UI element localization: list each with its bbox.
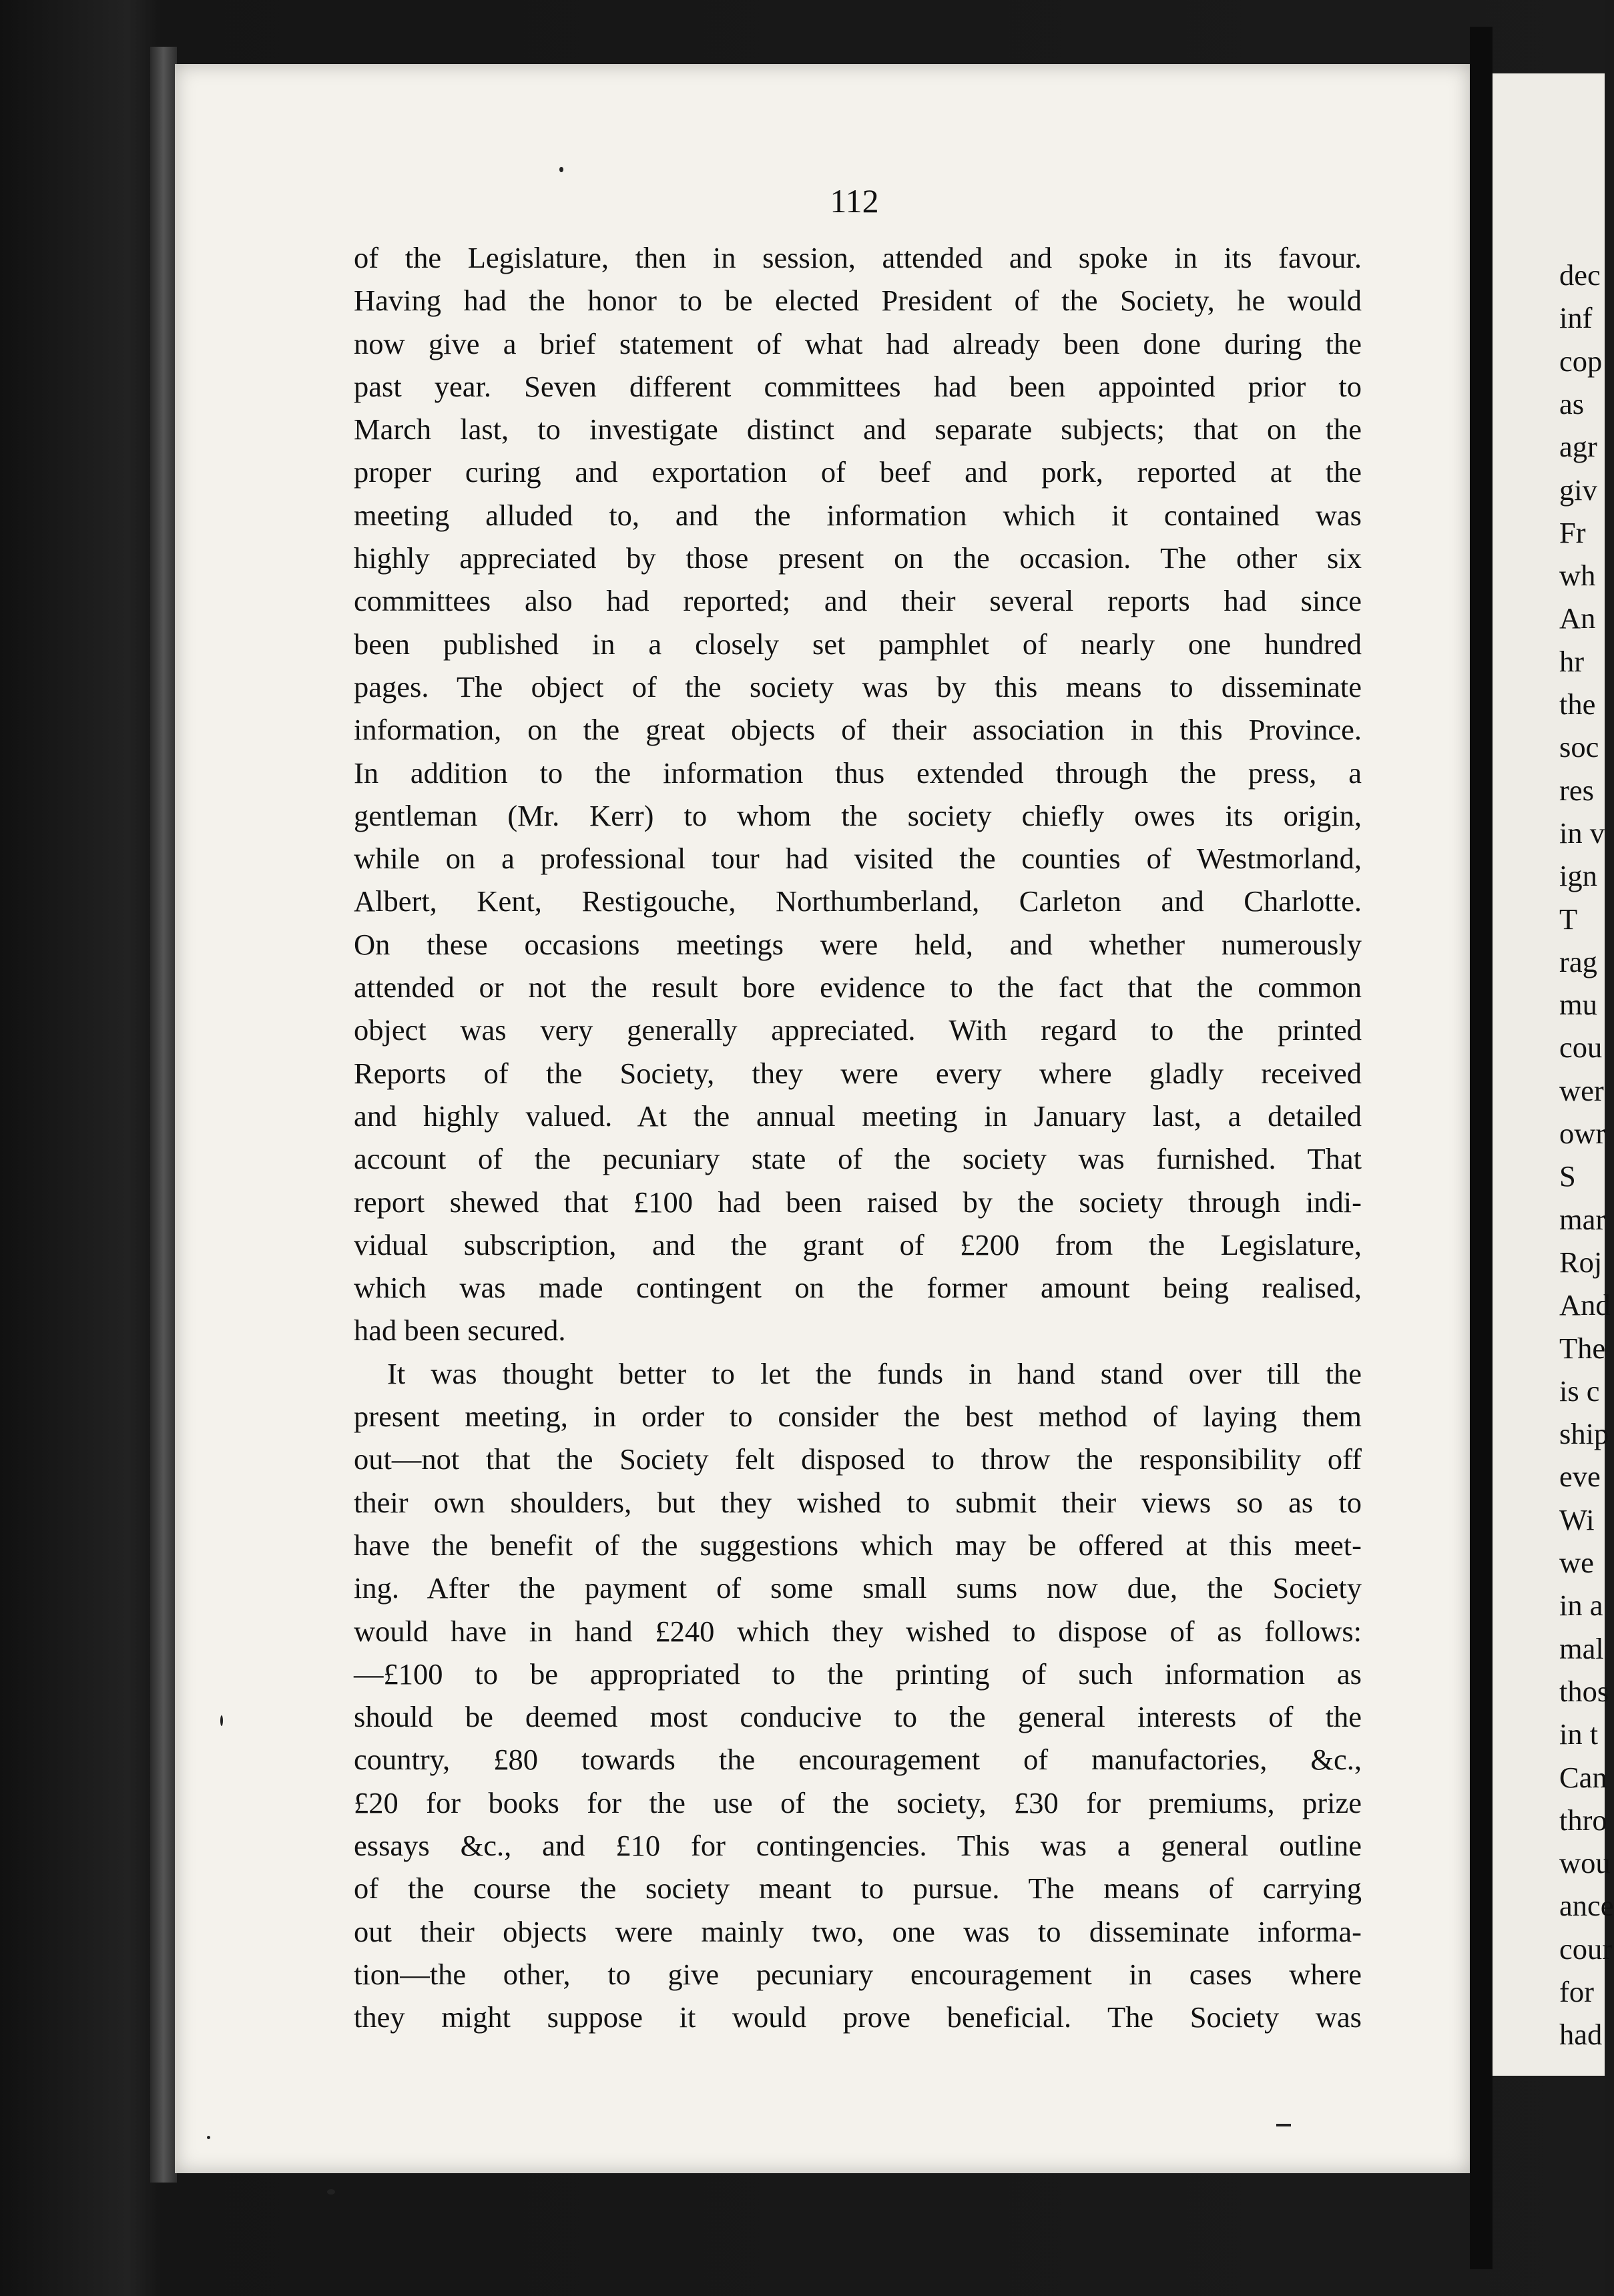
catchword-dash — [1276, 2124, 1291, 2126]
paper-speck — [559, 167, 563, 172]
fragment-line: agr — [1559, 430, 1597, 464]
fragment-line: wou — [1559, 1846, 1611, 1880]
text-line: now give a brief statement of what had already been done during the — [354, 326, 1362, 360]
fragment-line: for — [1559, 1975, 1594, 2008]
paper-speck — [327, 2189, 335, 2195]
fragment-line: S — [1559, 1159, 1576, 1193]
fragment-line: rag — [1559, 944, 1597, 978]
text-line: —£100 to be appropriated to the printing of such information as — [354, 1657, 1362, 1691]
fragment-line: is c — [1559, 1374, 1600, 1408]
fragment-line: Fr — [1559, 515, 1586, 549]
text-line: object was very generally appreciated. With regard to the printed — [354, 1013, 1362, 1047]
fragment-line: in v — [1559, 816, 1605, 850]
text-line: meeting alluded to, and the information which it contained was — [354, 498, 1362, 532]
text-line: committees also had reported; and their several reports had since — [354, 584, 1362, 618]
page-number: 112 — [830, 182, 879, 220]
text-line: £20 for books for the use of the society, £30 for premiums, prize — [354, 1785, 1362, 1819]
fragment-line: mal — [1559, 1631, 1604, 1665]
text-line: been published in a closely set pamphlet of nearly one hundred — [354, 627, 1362, 661]
text-line: they might suppose it would prove beneficial. The Society was — [354, 2000, 1362, 2034]
text-line: country, £80 towards the encouragement of manufactories, &c., — [354, 1743, 1362, 1777]
text-line: pages. The object of the society was by this means to disseminate — [354, 669, 1362, 703]
text-line: had been secured. — [354, 1314, 566, 1348]
fragment-line: owr — [1559, 1117, 1606, 1150]
fragment-line: Roj — [1559, 1245, 1603, 1279]
text-line: present meeting, in order to consider the best method of laying them — [354, 1400, 1362, 1434]
text-line: vidual subscription, and the grant of £200 from the Legislature, — [354, 1227, 1362, 1261]
fragment-line: res — [1559, 773, 1594, 807]
text-line: Having had the honor to be elected President of the Society, he would — [354, 284, 1362, 318]
text-line: attended or not the result bore evidence to the fact that the common — [354, 970, 1362, 1005]
text-line: proper curing and exportation of beef and pork, reported at the — [354, 455, 1362, 489]
fragment-line: in t — [1559, 1717, 1599, 1751]
text-line: account of the pecuniary state of the society was furnished. That — [354, 1142, 1362, 1176]
text-line: out—not that the Society felt disposed to throw the responsibility off — [354, 1442, 1362, 1476]
fragment-line: the — [1559, 687, 1596, 721]
text-line: gentleman (Mr. Kerr) to whom the society chiefly owes its origin, — [354, 798, 1362, 832]
fragment-line: cop — [1559, 344, 1603, 378]
paper-speck — [207, 2136, 210, 2139]
fragment-line: mu — [1559, 988, 1597, 1022]
fragment-line: hr — [1559, 644, 1585, 678]
text-line: Reports of the Society, they were every where gladly received — [354, 1056, 1362, 1090]
fragment-line: we — [1559, 1546, 1594, 1579]
fragment-line: Wi — [1559, 1502, 1595, 1536]
book-gutter — [1470, 27, 1493, 2269]
fragment-line: ign — [1559, 859, 1597, 893]
text-line: would have in hand £240 which they wished to dispose of as follows: — [354, 1614, 1362, 1648]
fragment-line: ship — [1559, 1417, 1609, 1451]
book-left-edge — [150, 47, 177, 2183]
fragment-line: wh — [1559, 559, 1596, 593]
text-line: It was thought better to let the funds in hand stand over till the — [387, 1356, 1362, 1390]
text-line: March last, to investigate distinct and separate subjects; that on the — [354, 412, 1362, 447]
fragment-line: And — [1559, 1288, 1611, 1322]
text-line: information, on the great objects of their association in this Province. — [354, 713, 1362, 747]
fragment-line: An — [1559, 601, 1596, 635]
text-line: their own shoulders, but they wished to submit their views so as to — [354, 1485, 1362, 1519]
text-line: and highly valued. At the annual meeting in January last, a detailed — [354, 1099, 1362, 1133]
text-line: should be deemed most conducive to the general interests of the — [354, 1700, 1362, 1734]
fragment-line: in a — [1559, 1589, 1603, 1623]
fragment-line: Can — [1559, 1760, 1607, 1794]
text-line: On these occasions meetings were held, and whether numerously — [354, 927, 1362, 961]
fragment-line: ance — [1559, 1889, 1614, 1923]
fragment-line: giv — [1559, 473, 1597, 507]
text-line: In addition to the information thus extended through the press, a — [354, 756, 1362, 790]
text-line: have the benefit of the suggestions which may be offered at this meet- — [354, 1528, 1362, 1562]
text-line: past year. Seven different committees had been appointed prior to — [354, 369, 1362, 403]
body-text — [354, 236, 1362, 2038]
text-line: tion—the other, to give pecuniary encouragement in cases where — [354, 1957, 1362, 1991]
fragment-line: cou — [1559, 1031, 1603, 1065]
fragment-line: eve — [1559, 1460, 1601, 1494]
fragment-line: The — [1559, 1331, 1606, 1365]
text-line: which was made contingent on the former amount being realised, — [354, 1271, 1362, 1305]
fragment-line: soc — [1559, 730, 1599, 764]
text-line: report shewed that £100 had been raised by the society through indi- — [354, 1185, 1362, 1219]
fragment-line: inf — [1559, 301, 1593, 335]
fragment-line: mar — [1559, 1202, 1606, 1236]
text-line: highly appreciated by those present on the occasion. The other six — [354, 541, 1362, 575]
fragment-line: as — [1559, 386, 1585, 420]
text-line: of the Legislature, then in session, attended and spoke in its favour. — [354, 241, 1362, 274]
fragment-line: cour — [1559, 1932, 1613, 1966]
fragment-line: dec — [1559, 258, 1601, 292]
fragment-line: thro — [1559, 1803, 1607, 1837]
paper-speck — [220, 1715, 223, 1726]
text-line: ing. After the payment of some small sums now due, the Society — [354, 1571, 1362, 1605]
fragment-line: had — [1559, 2018, 1603, 2052]
text-line: Albert, Kent, Restigouche, Northumberland, Carleton and Charlotte. — [354, 884, 1362, 918]
text-line: while on a professional tour had visited the counties of Westmorland, — [354, 842, 1362, 876]
fragment-line: T — [1559, 902, 1578, 936]
fragment-line: wer — [1559, 1073, 1604, 1107]
text-line: essays &c., and £10 for contingencies. This was a general outline — [354, 1828, 1362, 1862]
text-line: of the course the society meant to pursue. The means of carrying — [354, 1872, 1362, 1906]
text-line: out their objects were mainly two, one was to disseminate informa- — [354, 1914, 1362, 1948]
fragment-line: thos — [1559, 1674, 1609, 1708]
